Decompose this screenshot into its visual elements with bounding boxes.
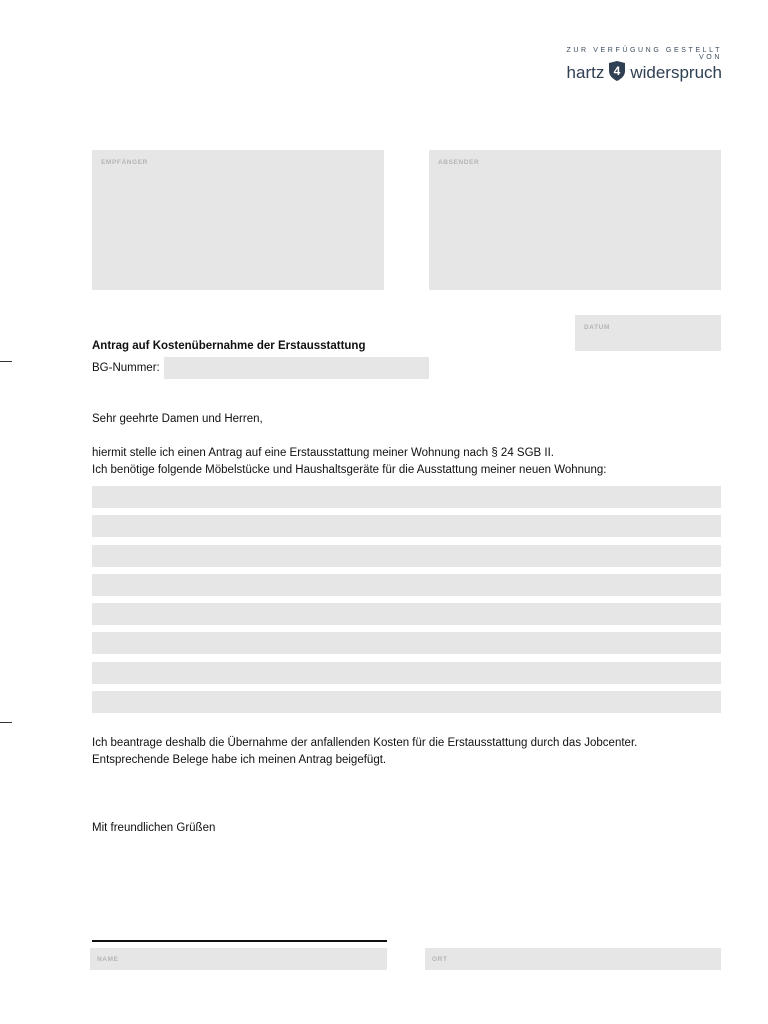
item-field-7[interactable]: [92, 662, 721, 684]
brand-tagline: ZUR VERFÜGUNG GESTELLT VON: [566, 47, 722, 61]
letter-subject: Antrag auf Kostenübernahme der Erstausstattung: [92, 340, 366, 352]
salutation: Sehr geehrte Damen und Herren,: [92, 413, 263, 425]
date-label: DATUM: [584, 324, 610, 331]
item-field-1[interactable]: [92, 486, 721, 508]
bg-number-label: BG-Nummer:: [92, 362, 160, 374]
name-label: NAME: [97, 956, 119, 963]
fold-mark-bottom: [0, 722, 12, 723]
recipient-field[interactable]: [92, 150, 384, 290]
place-label: ORT: [432, 956, 448, 963]
place-field[interactable]: [425, 948, 721, 970]
paragraph-2-line-2: Entsprechende Belege habe ich meinen Antrag beigefügt.: [92, 754, 387, 766]
brand-name-left: hartz: [566, 63, 605, 82]
name-field[interactable]: [90, 948, 387, 970]
closing: Mit freundlichen Grüßen: [92, 822, 216, 834]
paragraph-1-line-1: hiermit stelle ich einen Antrag auf eine Erstausstattung meiner Wohnung nach § 24 SGB II.: [92, 447, 554, 459]
paragraph-1-line-2: Ich benötige folgende Möbelstücke und Haushaltsgeräte für die Ausstattung meiner neuen Wohnung:: [92, 464, 607, 476]
item-field-2[interactable]: [92, 515, 721, 537]
recipient-label: EMPFÄNGER: [101, 159, 148, 166]
shield-digit: 4: [614, 63, 621, 78]
brand-name-right: widerspruch: [630, 63, 722, 82]
item-field-8[interactable]: [92, 691, 721, 713]
sender-field[interactable]: [429, 150, 721, 290]
date-field[interactable]: [575, 315, 721, 351]
item-field-6[interactable]: [92, 632, 721, 654]
sender-label: ABSENDER: [438, 159, 480, 166]
item-field-4[interactable]: [92, 574, 721, 596]
fold-mark-top: [0, 361, 12, 362]
shield-icon: [607, 60, 627, 87]
item-field-3[interactable]: [92, 545, 721, 567]
brand-logo: [548, 61, 722, 85]
signature-line: [92, 940, 387, 942]
item-field-5[interactable]: [92, 603, 721, 625]
paragraph-2-line-1: Ich beantrage deshalb die Übernahme der anfallenden Kosten für die Erstausstattung durch das Jobcenter.: [92, 737, 638, 749]
bg-number-field[interactable]: [164, 357, 429, 379]
